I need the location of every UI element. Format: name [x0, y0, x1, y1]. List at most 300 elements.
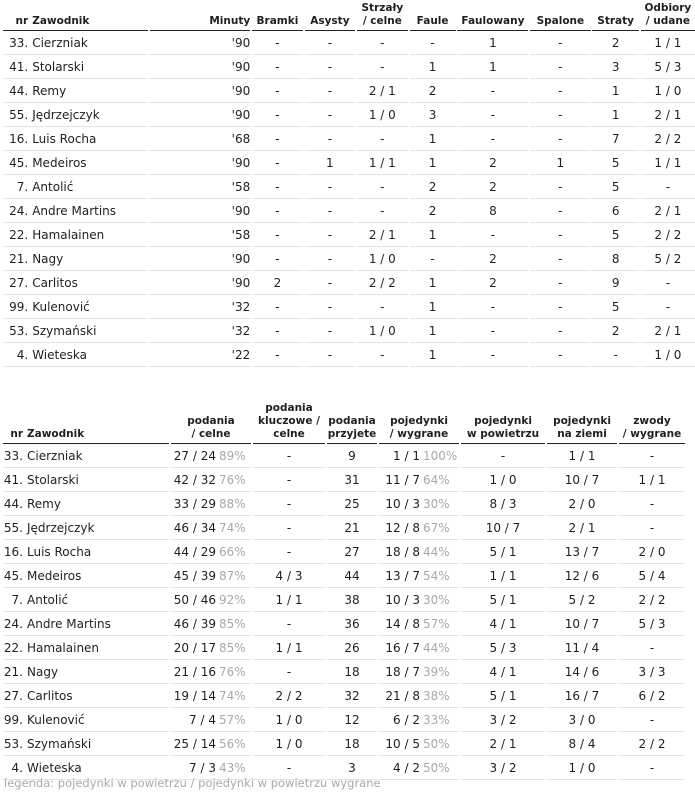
- goals-cell: -: [252, 79, 303, 103]
- player-name: Remy: [27, 492, 169, 516]
- ground-duels-cell: 13 / 7: [547, 540, 617, 564]
- key-passes-cell: -: [253, 660, 325, 684]
- losses-cell: 7: [592, 127, 639, 151]
- player-number: 22.: [3, 223, 32, 247]
- header-duels-line2: / wygrane: [389, 428, 449, 440]
- key-passes-cell: 1 / 0: [253, 708, 325, 732]
- fouled-cell: -: [457, 295, 528, 319]
- header-aerial-line1: pojedynki: [474, 415, 532, 427]
- table-row: [3, 55, 695, 79]
- player-number: 27.: [3, 271, 32, 295]
- player-number: 41.: [3, 55, 32, 79]
- fouled-cell: 1: [457, 55, 528, 79]
- table-row: [3, 343, 695, 367]
- shots-cell: -: [357, 31, 408, 55]
- received-cell: 44: [327, 564, 377, 588]
- header-nr: nr: [3, 402, 27, 444]
- assists-cell: -: [305, 55, 356, 79]
- table-row: [3, 564, 685, 588]
- assists-cell: -: [305, 271, 356, 295]
- fouled-cell: -: [457, 127, 528, 151]
- table-row: [3, 492, 685, 516]
- duels-percent: 44%: [423, 636, 459, 660]
- offside-cell: -: [530, 31, 590, 55]
- dribbles-cell: 3 / 3: [619, 660, 685, 684]
- player-number: 7.: [3, 175, 32, 199]
- goals-cell: -: [252, 127, 303, 151]
- player-number: 44.: [3, 492, 27, 516]
- table-row: [3, 151, 695, 175]
- minutes-cell: '58: [150, 175, 250, 199]
- player-number: 4.: [3, 756, 27, 780]
- duels-cell: 14 / 8: [379, 612, 423, 636]
- player-name: Andre Martins: [27, 612, 169, 636]
- received-cell: 25: [327, 492, 377, 516]
- key-passes-cell: -: [253, 444, 325, 468]
- aerial-duels-cell: 10 / 7: [461, 516, 545, 540]
- ground-duels-cell: 16 / 7: [547, 684, 617, 708]
- player-number: 16.: [3, 540, 27, 564]
- aerial-duels-cell: 4 / 1: [461, 612, 545, 636]
- fouls-cell: -: [410, 31, 456, 55]
- passes-cell: 45 / 39: [171, 564, 219, 588]
- passes-cell: 50 / 46: [171, 588, 219, 612]
- aerial-duels-cell: 4 / 1: [461, 660, 545, 684]
- received-cell: 21: [327, 516, 377, 540]
- passes-cell: 7 / 3: [171, 756, 219, 780]
- recoveries-cell: 1 / 1: [641, 31, 695, 55]
- passes-cell: 33 / 29: [171, 492, 219, 516]
- table-row: [3, 31, 695, 55]
- player-number: 21.: [3, 660, 27, 684]
- minutes-cell: '90: [150, 55, 250, 79]
- header-ground: [547, 402, 617, 444]
- table-row: [3, 295, 695, 319]
- player-number: 45.: [3, 151, 32, 175]
- fouled-cell: -: [457, 103, 528, 127]
- fouled-cell: 2: [457, 175, 528, 199]
- header-received-line2: przyjete: [327, 428, 377, 440]
- losses-cell: 1: [592, 79, 639, 103]
- goals-cell: -: [252, 151, 303, 175]
- duels-percent: 30%: [423, 492, 459, 516]
- dribbles-cell: 6 / 2: [619, 684, 685, 708]
- duels-percent: 38%: [423, 684, 459, 708]
- offside-cell: -: [530, 175, 590, 199]
- key-passes-cell: 1 / 0: [253, 732, 325, 756]
- player-number: 27.: [3, 684, 27, 708]
- player-number: 4.: [3, 343, 32, 367]
- duels-cell: 10 / 3: [379, 492, 423, 516]
- player-name: Wieteska: [32, 343, 148, 367]
- key-passes-cell: -: [253, 756, 325, 780]
- fouled-cell: 2: [457, 271, 528, 295]
- header-dribbles-line2: / wygrane: [622, 428, 682, 440]
- header-dribbles-line1: zwody: [633, 415, 671, 427]
- passes-cell: 19 / 14: [171, 684, 219, 708]
- assists-cell: -: [305, 175, 356, 199]
- duels-percent: 30%: [423, 588, 459, 612]
- player-number: 22.: [3, 636, 27, 660]
- minutes-cell: '90: [150, 151, 250, 175]
- key-passes-cell: -: [253, 492, 325, 516]
- player-name: Stolarski: [32, 55, 148, 79]
- aerial-duels-cell: 5 / 1: [461, 540, 545, 564]
- passes-cell: 7 / 4: [171, 708, 219, 732]
- key-passes-cell: -: [253, 612, 325, 636]
- fouled-cell: -: [457, 223, 528, 247]
- minutes-cell: '90: [150, 103, 250, 127]
- key-passes-cell: 4 / 3: [253, 564, 325, 588]
- fouls-cell: 1: [410, 319, 456, 343]
- assists-cell: -: [305, 247, 356, 271]
- assists-cell: -: [305, 223, 356, 247]
- losses-cell: 5: [592, 151, 639, 175]
- header-received: [327, 402, 377, 444]
- shots-cell: 1 / 0: [357, 247, 408, 271]
- dribbles-cell: 2 / 0: [619, 540, 685, 564]
- table-row: [3, 319, 695, 343]
- ground-duels-cell: 1 / 1: [547, 444, 617, 468]
- ground-duels-cell: 10 / 7: [547, 612, 617, 636]
- player-name: Medeiros: [27, 564, 169, 588]
- shots-cell: -: [357, 343, 408, 367]
- offside-cell: -: [530, 319, 590, 343]
- goals-cell: -: [252, 223, 303, 247]
- header-minutes: Minuty: [150, 2, 250, 31]
- fouls-cell: 1: [410, 151, 456, 175]
- passes-percent: 89%: [219, 444, 251, 468]
- dribbles-cell: -: [619, 756, 685, 780]
- passes-percent: 76%: [219, 468, 251, 492]
- player-name: Cierzniak: [32, 31, 148, 55]
- dribbles-cell: -: [619, 492, 685, 516]
- player-name: Jędrzejczyk: [32, 103, 148, 127]
- aerial-duels-cell: 8 / 3: [461, 492, 545, 516]
- losses-cell: 6: [592, 199, 639, 223]
- header-key-passes: [253, 402, 325, 444]
- fouls-cell: 1: [410, 55, 456, 79]
- recoveries-cell: 1 / 0: [641, 79, 695, 103]
- table-row: [3, 271, 695, 295]
- player-name: Cierzniak: [27, 444, 169, 468]
- minutes-cell: '90: [150, 199, 250, 223]
- table-row: [3, 732, 685, 756]
- ground-duels-cell: 8 / 4: [547, 732, 617, 756]
- fouls-cell: 2: [410, 199, 456, 223]
- header-dribbles: [619, 402, 685, 444]
- goals-cell: -: [252, 247, 303, 271]
- ground-duels-cell: 12 / 6: [547, 564, 617, 588]
- table-row: [3, 199, 695, 223]
- received-cell: 27: [327, 540, 377, 564]
- dribbles-cell: 2 / 2: [619, 732, 685, 756]
- ground-duels-cell: 14 / 6: [547, 660, 617, 684]
- header-key-passes-line2: kluczowe /: [258, 415, 320, 427]
- offside-cell: -: [530, 295, 590, 319]
- legend-note: legenda: pojedynki w powietrzu / pojedynki w powietrzu wygrane: [4, 776, 381, 790]
- shots-cell: 2 / 1: [357, 79, 408, 103]
- passes-percent: 56%: [219, 732, 251, 756]
- fouls-cell: 1: [410, 271, 456, 295]
- player-name: Antolić: [32, 175, 148, 199]
- duels-cell: 10 / 3: [379, 588, 423, 612]
- losses-cell: 2: [592, 31, 639, 55]
- dribbles-cell: 1 / 1: [619, 468, 685, 492]
- player-name: Wieteska: [27, 756, 169, 780]
- shots-cell: -: [357, 127, 408, 151]
- table-row: [3, 660, 685, 684]
- recoveries-cell: 2 / 1: [641, 199, 695, 223]
- aerial-duels-cell: 5 / 1: [461, 684, 545, 708]
- ground-duels-cell: 2 / 0: [547, 492, 617, 516]
- recoveries-cell: 5 / 2: [641, 247, 695, 271]
- header-losses: Straty: [592, 2, 639, 31]
- received-cell: 9: [327, 444, 377, 468]
- player-number: 21.: [3, 247, 32, 271]
- aerial-duels-cell: 3 / 2: [461, 756, 545, 780]
- duels-cell: 18 / 8: [379, 540, 423, 564]
- fouled-cell: -: [457, 79, 528, 103]
- aerial-duels-cell: 2 / 1: [461, 732, 545, 756]
- player-name: Medeiros: [32, 151, 148, 175]
- ground-duels-cell: 3 / 0: [547, 708, 617, 732]
- duels-cell: 10 / 5: [379, 732, 423, 756]
- assists-cell: 1: [305, 151, 356, 175]
- dribbles-cell: 5 / 4: [619, 564, 685, 588]
- assists-cell: -: [305, 319, 356, 343]
- player-name: Hamalainen: [27, 636, 169, 660]
- aerial-duels-cell: 1 / 0: [461, 468, 545, 492]
- player-number: 33.: [3, 444, 27, 468]
- duels-percent: 39%: [423, 660, 459, 684]
- table-row: [3, 79, 695, 103]
- ground-duels-cell: 5 / 2: [547, 588, 617, 612]
- assists-cell: -: [305, 199, 356, 223]
- fouls-cell: 1: [410, 343, 456, 367]
- shots-cell: 1 / 0: [357, 319, 408, 343]
- passes-percent: 92%: [219, 588, 251, 612]
- duels-cell: 12 / 8: [379, 516, 423, 540]
- passes-percent: 85%: [219, 612, 251, 636]
- passing-duels-table: [3, 402, 685, 780]
- player-number: 7.: [3, 588, 27, 612]
- player-name: Antolić: [27, 588, 169, 612]
- shots-cell: 2 / 2: [357, 271, 408, 295]
- dribbles-cell: 5 / 3: [619, 612, 685, 636]
- header-shots: [357, 2, 408, 31]
- table-row: [3, 540, 685, 564]
- aerial-duels-cell: 1 / 1: [461, 564, 545, 588]
- minutes-cell: '90: [150, 79, 250, 103]
- duels-cell: 6 / 2: [379, 708, 423, 732]
- player-number: 55.: [3, 516, 27, 540]
- assists-cell: -: [305, 31, 356, 55]
- duels-percent: 54%: [423, 564, 459, 588]
- received-cell: 31: [327, 468, 377, 492]
- player-number: 45.: [3, 564, 27, 588]
- header-recoveries-line2: / udane: [645, 15, 690, 27]
- fouls-cell: -: [410, 247, 456, 271]
- shots-cell: 1 / 1: [357, 151, 408, 175]
- table-row: [3, 127, 695, 151]
- duels-cell: 13 / 7: [379, 564, 423, 588]
- player-name: Carlitos: [32, 271, 148, 295]
- offside-cell: -: [530, 343, 590, 367]
- player-number: 33.: [3, 31, 32, 55]
- fouls-cell: 1: [410, 223, 456, 247]
- key-passes-cell: 2 / 2: [253, 684, 325, 708]
- header-passes: [171, 402, 251, 444]
- recoveries-cell: 1 / 1: [641, 151, 695, 175]
- offside-cell: -: [530, 223, 590, 247]
- minutes-cell: '90: [150, 247, 250, 271]
- header-aerial-line2: w powietrzu: [466, 428, 540, 440]
- losses-cell: 5: [592, 223, 639, 247]
- table-header-row: [3, 2, 695, 31]
- dribbles-cell: -: [619, 708, 685, 732]
- fouls-cell: 1: [410, 295, 456, 319]
- table-row: [3, 223, 695, 247]
- duels-cell: 16 / 7: [379, 636, 423, 660]
- duels-cell: 1 / 1: [379, 444, 423, 468]
- shots-cell: -: [357, 199, 408, 223]
- passes-cell: 21 / 16: [171, 660, 219, 684]
- duels-percent: 67%: [423, 516, 459, 540]
- player-number: 44.: [3, 79, 32, 103]
- fouled-cell: 2: [457, 247, 528, 271]
- fouled-cell: 1: [457, 31, 528, 55]
- match-stats-table: [3, 2, 695, 367]
- table-row: [3, 468, 685, 492]
- minutes-cell: '58: [150, 223, 250, 247]
- dribbles-cell: 2 / 2: [619, 588, 685, 612]
- passes-percent: 66%: [219, 540, 251, 564]
- player-name: Nagy: [27, 660, 169, 684]
- header-passes-line2: / celne: [191, 428, 231, 440]
- offside-cell: 1: [530, 151, 590, 175]
- header-nr: nr: [3, 2, 32, 31]
- assists-cell: -: [305, 343, 356, 367]
- passes-cell: 27 / 24: [171, 444, 219, 468]
- header-key-passes-line3: celne: [273, 428, 305, 440]
- goals-cell: -: [252, 103, 303, 127]
- minutes-cell: '90: [150, 271, 250, 295]
- fouled-cell: -: [457, 319, 528, 343]
- goals-cell: -: [252, 319, 303, 343]
- recoveries-cell: 2 / 2: [641, 127, 695, 151]
- passes-cell: 46 / 39: [171, 612, 219, 636]
- passes-cell: 44 / 29: [171, 540, 219, 564]
- player-number: 55.: [3, 103, 32, 127]
- losses-cell: 8: [592, 247, 639, 271]
- recoveries-cell: 2 / 1: [641, 319, 695, 343]
- player-number: 53.: [3, 732, 27, 756]
- header-duels: [379, 402, 459, 444]
- table-header-row: [3, 402, 685, 444]
- table-row: [3, 247, 695, 271]
- key-passes-cell: 1 / 1: [253, 636, 325, 660]
- header-fouled: Faulowany: [457, 2, 528, 31]
- table-row: [3, 588, 685, 612]
- header-player: Zawodnik: [32, 2, 148, 31]
- goals-cell: -: [252, 55, 303, 79]
- passes-percent: 85%: [219, 636, 251, 660]
- header-player: Zawodnik: [27, 402, 169, 444]
- shots-cell: -: [357, 55, 408, 79]
- player-name: Kulenović: [27, 708, 169, 732]
- player-name: Szymański: [27, 732, 169, 756]
- fouled-cell: -: [457, 343, 528, 367]
- offside-cell: -: [530, 271, 590, 295]
- shots-cell: 2 / 1: [357, 223, 408, 247]
- aerial-duels-cell: 5 / 1: [461, 588, 545, 612]
- player-name: Szymański: [32, 319, 148, 343]
- dribbles-cell: -: [619, 516, 685, 540]
- shots-cell: -: [357, 175, 408, 199]
- goals-cell: 2: [252, 271, 303, 295]
- header-aerial: [461, 402, 545, 444]
- header-shots-line1: Strzały: [361, 2, 404, 14]
- player-name: Remy: [32, 79, 148, 103]
- recoveries-cell: 2 / 2: [641, 223, 695, 247]
- player-name: Andre Martins: [32, 199, 148, 223]
- offside-cell: -: [530, 79, 590, 103]
- shots-cell: -: [357, 295, 408, 319]
- header-received-line1: podania: [328, 415, 376, 427]
- player-name: Jędrzejczyk: [27, 516, 169, 540]
- assists-cell: -: [305, 103, 356, 127]
- aerial-duels-cell: 5 / 3: [461, 636, 545, 660]
- received-cell: 3: [327, 756, 377, 780]
- key-passes-cell: -: [253, 468, 325, 492]
- player-name: Kulenović: [32, 295, 148, 319]
- player-number: 41.: [3, 468, 27, 492]
- dribbles-cell: -: [619, 636, 685, 660]
- recoveries-cell: -: [641, 175, 695, 199]
- goals-cell: -: [252, 343, 303, 367]
- duels-percent: 100%: [423, 444, 459, 468]
- ground-duels-cell: 2 / 1: [547, 516, 617, 540]
- losses-cell: 9: [592, 271, 639, 295]
- losses-cell: 5: [592, 175, 639, 199]
- key-passes-cell: -: [253, 540, 325, 564]
- fouled-cell: 8: [457, 199, 528, 223]
- goals-cell: -: [252, 175, 303, 199]
- passes-cell: 46 / 34: [171, 516, 219, 540]
- table-row: [3, 103, 695, 127]
- header-shots-line2: / celne: [362, 15, 402, 27]
- duels-percent: 64%: [423, 468, 459, 492]
- player-number: 16.: [3, 127, 32, 151]
- header-ground-line2: na ziemi: [557, 428, 607, 440]
- aerial-duels-cell: 3 / 2: [461, 708, 545, 732]
- duels-percent: 33%: [423, 708, 459, 732]
- losses-cell: 1: [592, 103, 639, 127]
- duels-percent: 50%: [423, 756, 459, 780]
- recoveries-cell: 5 / 3: [641, 55, 695, 79]
- table-row: [3, 636, 685, 660]
- table-row: [3, 684, 685, 708]
- recoveries-cell: -: [641, 295, 695, 319]
- received-cell: 18: [327, 660, 377, 684]
- losses-cell: -: [592, 343, 639, 367]
- assists-cell: -: [305, 79, 356, 103]
- player-number: 24.: [3, 199, 32, 223]
- duels-percent: 50%: [423, 732, 459, 756]
- player-name: Nagy: [32, 247, 148, 271]
- shots-cell: 1 / 0: [357, 103, 408, 127]
